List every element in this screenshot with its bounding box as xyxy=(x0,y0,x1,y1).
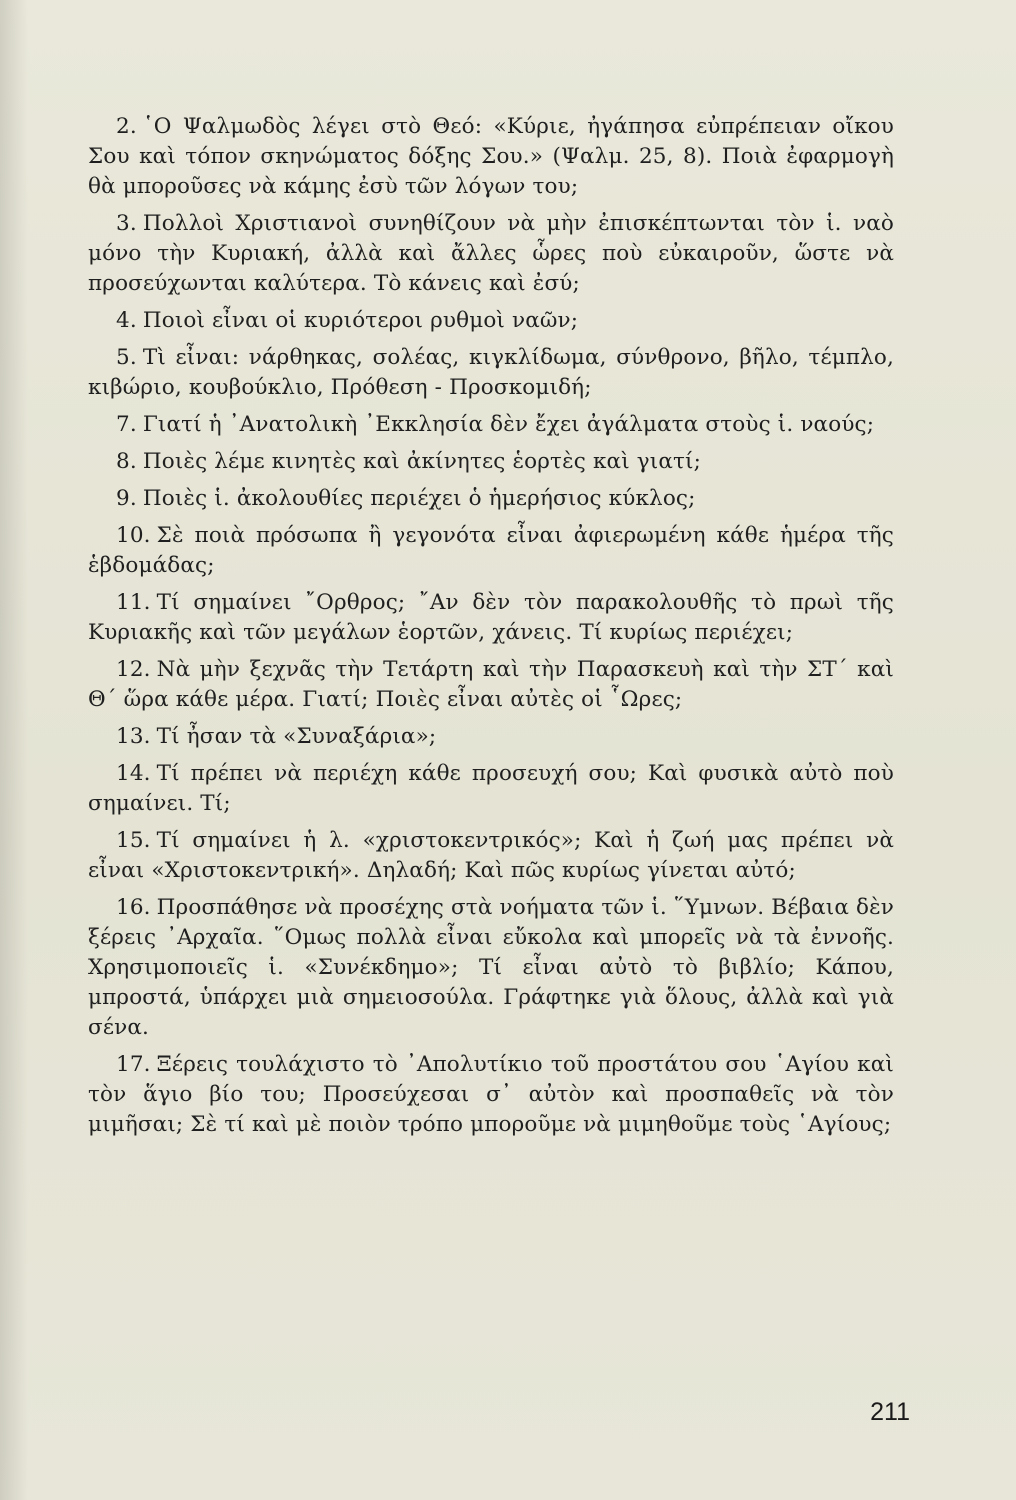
question-item xyxy=(88,722,894,752)
question-text: Τί σημαίνει ῎Ορθρος; ῎Αν δὲν τὸν παρακολουθῆς τὸ πρωὶ τῆς Κυριακῆς καὶ τῶν μεγάλων ἑορτῶν, χάνεις. Τί κυρίως περιέχει; xyxy=(88,590,894,645)
question-text: Ξέρεις τουλάχιστο τὸ ᾿Απολυτίκιο τοῦ προστάτου σου ῾Αγίου καὶ τὸν ἅγιο βίο του; Προσεύχεσαι σ᾿ αὐτὸν καὶ προσπαθεῖς νὰ τὸν μιμῆσαι; Σὲ τί καὶ μὲ ποιὸν τρόπο μποροῦμε νὰ μιμηθοῦμε τοὺς ῾Αγίους; xyxy=(88,1052,894,1137)
page-number: 211 xyxy=(870,1398,910,1426)
question-number: 13. xyxy=(116,724,151,749)
question-list xyxy=(88,112,894,1147)
question-item xyxy=(88,343,894,403)
question-number: 15. xyxy=(116,828,151,853)
question-number: 8. xyxy=(116,449,137,474)
question-number: 9. xyxy=(116,486,137,511)
question-number: 5. xyxy=(116,345,137,370)
question-number: 4. xyxy=(116,308,137,333)
question-number: 14. xyxy=(116,761,151,786)
question-number: 12. xyxy=(116,657,151,682)
question-text: Τί σημαίνει ἡ λ. «χριστοκεντρικός»; Καὶ ἡ ζωή μας πρέπει νὰ εἶναι «Χριστοκεντρική». Δηλαδή; Καὶ πῶς κυρίως γίνεται αὐτό; xyxy=(88,828,894,883)
question-item xyxy=(88,484,894,514)
question-text: Τὶ εἶναι: νάρθηκας, σολέας, κιγκλίδωμα, σύνθρονο, βῆλο, τέμπλο, κιβώριο, κουβούκλιο, Πρόθεση - Προσκομιδή; xyxy=(88,345,894,400)
question-text: Πολλοὶ Χριστιανοὶ συνηθίζουν νὰ μὴν ἐπισκέπτωνται τὸν ἱ. ναὸ μόνο τὴν Κυριακή, ἀλλὰ καὶ ἄλλες ὧρες ποὺ εὐκαιροῦν, ὥστε νὰ προσεύχωνται καλύτερα. Τὸ κάνεις καὶ ἐσύ; xyxy=(88,211,894,296)
question-number: 10. xyxy=(116,523,151,548)
question-text: Τί ἦσαν τὰ «Συναξάρια»; xyxy=(156,724,437,749)
question-text: Νὰ μὴν ξεχνᾶς τὴν Τετάρτη καὶ τὴν Παρασκευὴ καὶ τὴν ΣΤ΄ καὶ Θ΄ ὥρα κάθε μέρα. Γιατί; Ποιὲς εἶναι αὐτὲς οἱ ῟Ωρες; xyxy=(88,657,894,712)
question-number: 11. xyxy=(116,590,151,615)
question-text: Ποιὲς ἱ. ἀκολουθίες περιέχει ὁ ἡμερήσιος κύκλος; xyxy=(142,486,696,511)
question-number: 17. xyxy=(116,1052,151,1077)
question-item xyxy=(88,655,894,715)
question-item xyxy=(88,209,894,299)
question-number: 7. xyxy=(116,412,137,437)
spine-shadow xyxy=(0,0,28,1500)
question-item xyxy=(88,306,894,336)
question-item xyxy=(88,1050,894,1140)
question-text: Σὲ ποιὰ πρόσωπα ἢ γεγονότα εἶναι ἀφιερωμένη κάθε ἡμέρα τῆς ἑβδομάδας; xyxy=(88,523,894,578)
question-item xyxy=(88,410,894,440)
question-number: 16. xyxy=(116,895,151,920)
question-item xyxy=(88,521,894,581)
question-text: ῾Ο Ψαλμωδὸς λέγει στὸ Θεό: «Κύριε, ἠγάπησα εὐπρέπειαν οἴκου Σου καὶ τόπον σκηνώματος δόξης Σου.» (Ψαλμ. 25, 8). Ποιὰ ἐφαρμογὴ θὰ μποροῦσες νὰ κάμης ἐσὺ τῶν λόγων του; xyxy=(88,114,894,199)
question-item xyxy=(88,588,894,648)
question-item xyxy=(88,759,894,819)
question-text: Γιατί ἡ ᾿Ανατολικὴ ᾿Εκκλησία δὲν ἔχει ἀγάλματα στοὺς ἱ. ναούς; xyxy=(142,412,875,437)
question-text: Τί πρέπει νὰ περιέχη κάθε προσευχή σου; Καὶ φυσικὰ αὐτὸ ποὺ σημαίνει. Τί; xyxy=(88,761,894,816)
question-item xyxy=(88,447,894,477)
question-text: Ποιοὶ εἶναι οἱ κυριότεροι ρυθμοὶ ναῶν; xyxy=(142,308,579,333)
question-item xyxy=(88,893,894,1043)
question-number: 3. xyxy=(116,211,137,236)
question-item xyxy=(88,112,894,202)
question-number: 2. xyxy=(116,114,137,139)
question-text: Ποιὲς λέμε κινητὲς καὶ ἀκίνητες ἑορτὲς καὶ γιατί; xyxy=(142,449,702,474)
question-text: Προσπάθησε νὰ προσέχης στὰ νοήματα τῶν ἱ. ῞Υμνων. Βέβαια δὲν ξέρεις ᾿Αρχαῖα. ῞Ομως πολλὰ εἶναι εὔκολα καὶ μπορεῖς νὰ τὰ ἐννοῆς. Χρησιμοποιεῖς ἱ. «Συνέκδημο»; Τί εἶναι αὐτὸ τὸ βιβλίο; Κάπου, μπροστά, ὑπάρχει μιὰ σημειοσούλα. Γράφτηκε γιὰ ὅλους, ἀλλὰ καὶ γιὰ σένα. xyxy=(88,895,894,1040)
question-item xyxy=(88,826,894,886)
